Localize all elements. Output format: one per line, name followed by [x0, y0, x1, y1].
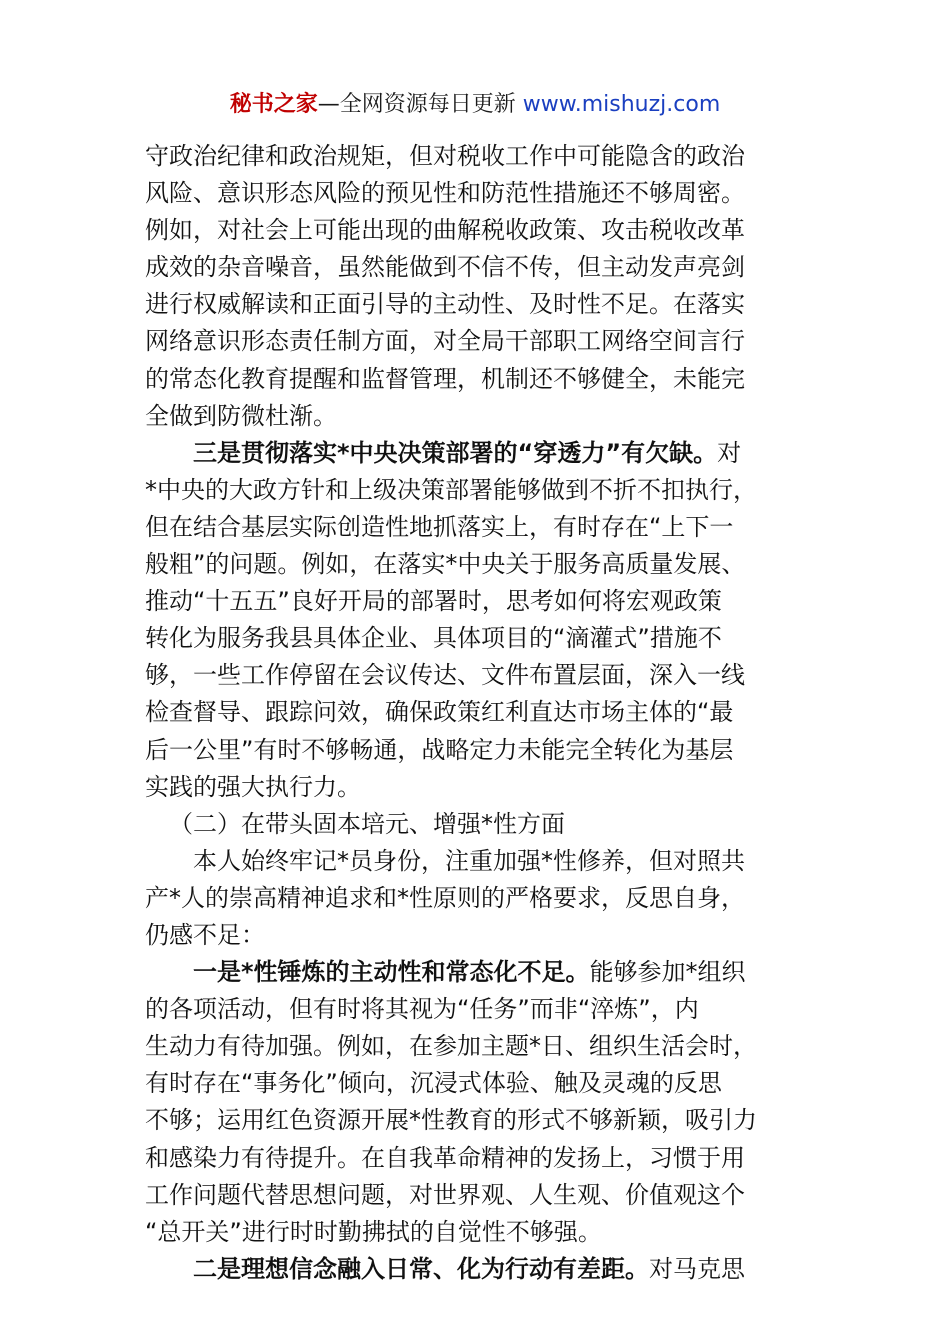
- paragraph-heading-line: [145, 435, 807, 472]
- paragraph-heading-line: [145, 954, 807, 991]
- text-line: 风险、意识形态风险的预见性和防范性措施还不够周密。: [145, 179, 745, 208]
- header-tagline: 全网资源每日更新: [339, 92, 516, 117]
- text-line: “总开关”进行时时勤拂拭的自觉性不够强。: [145, 1217, 602, 1246]
- text-line: 本人始终牢记*员身份，注重加强*性修养，但对照共: [193, 846, 745, 875]
- brand-name: 秘书之家: [229, 92, 318, 117]
- paragraph-heading-line: [145, 1251, 807, 1288]
- text-line: 产*人的崇高精神追求和*性原则的严格要求，反思自身，: [145, 883, 745, 912]
- site-header: [0, 88, 950, 122]
- text-line: 进行权威解读和正面引导的主动性、及时性不足。在落实: [145, 290, 745, 319]
- text-line: 和感染力有待提升。在自我革命精神的发扬上，习惯于用: [145, 1143, 745, 1172]
- text-line: 实践的强大执行力。: [145, 772, 361, 801]
- text-line: 成效的杂音噪音，虽然能做到不信不传，但主动发声亮剑: [145, 253, 745, 282]
- paragraph-heading: 一是*性锤炼的主动性和常态化不足。: [193, 958, 590, 987]
- text-line: 网络意识形态责任制方面，对全局干部职工网络空间言行: [145, 327, 745, 356]
- paragraph-heading: 二是理想信念融入日常、化为行动有差距。: [193, 1254, 649, 1283]
- text-line: 不够；运用红色资源开展*性教育的形式不够新颖，吸引力: [145, 1106, 757, 1135]
- text-line: 般粗”的问题。例如，在落实*中央关于服务高质量发展、: [145, 550, 746, 579]
- text-line: 全做到防微杜渐。: [145, 401, 337, 430]
- text-line: 工作问题代替思想问题，对世界观、人生观、价值观这个: [145, 1180, 745, 1209]
- text-line: *中央的大政方针和上级决策部署能够做到不折不扣执行，: [145, 475, 757, 504]
- paragraph-text: 能够参加*组织: [589, 958, 746, 987]
- section-heading: （二）在带头固本培元、增强*性方面: [169, 809, 565, 838]
- header-url-link[interactable]: www.mishuzj.com: [522, 92, 721, 117]
- text-line: 的常态化教育提醒和监督管理，机制还不够健全，未能完: [145, 364, 745, 393]
- text-line: 转化为服务我县具体企业、具体项目的“滴灌式”措施不: [145, 624, 722, 653]
- text-line: 推动“十五五”良好开局的部署时，思考如何将宏观政策: [145, 587, 722, 616]
- text-line: 守政治纪律和政治规矩，但对税收工作中可能隐含的政治: [145, 142, 745, 170]
- indented-line: [145, 843, 807, 880]
- text-line: 的各项活动，但有时将其视为“任务”而非“淬炼”，内: [145, 995, 699, 1024]
- document-body: [145, 138, 807, 1288]
- paragraph-text: 对: [717, 438, 742, 467]
- text-line: 检查督导、跟踪问效，确保政策红利直达市场主体的“最: [145, 698, 734, 727]
- text-line: 够，一些工作停留在会议传达、文件布置层面，深入一线: [145, 661, 745, 690]
- text-line: 仍感不足：: [145, 920, 265, 949]
- paragraph-text: 对马克思: [649, 1254, 745, 1283]
- header-dash: —: [317, 92, 340, 117]
- section-heading-line: [145, 806, 807, 843]
- text-line: 但在结合基层实际创造性地抓落实上，有时存在“上下一: [145, 512, 734, 541]
- text-line: 生动力有待加强。例如，在参加主题*日、组织生活会时，: [145, 1032, 757, 1061]
- paragraph-heading: 三是贯彻落实*中央决策部署的“穿透力”有欠缺。: [193, 438, 718, 467]
- text-line: 后一公里”有时不够畅通，战略定力未能完全转化为基层: [145, 735, 734, 764]
- text-line: 例如，对社会上可能出现的曲解税收政策、攻击税收改革: [145, 216, 745, 245]
- text-line: 有时存在“事务化”倾向，沉浸式体验、触及灵魂的反思: [145, 1069, 722, 1098]
